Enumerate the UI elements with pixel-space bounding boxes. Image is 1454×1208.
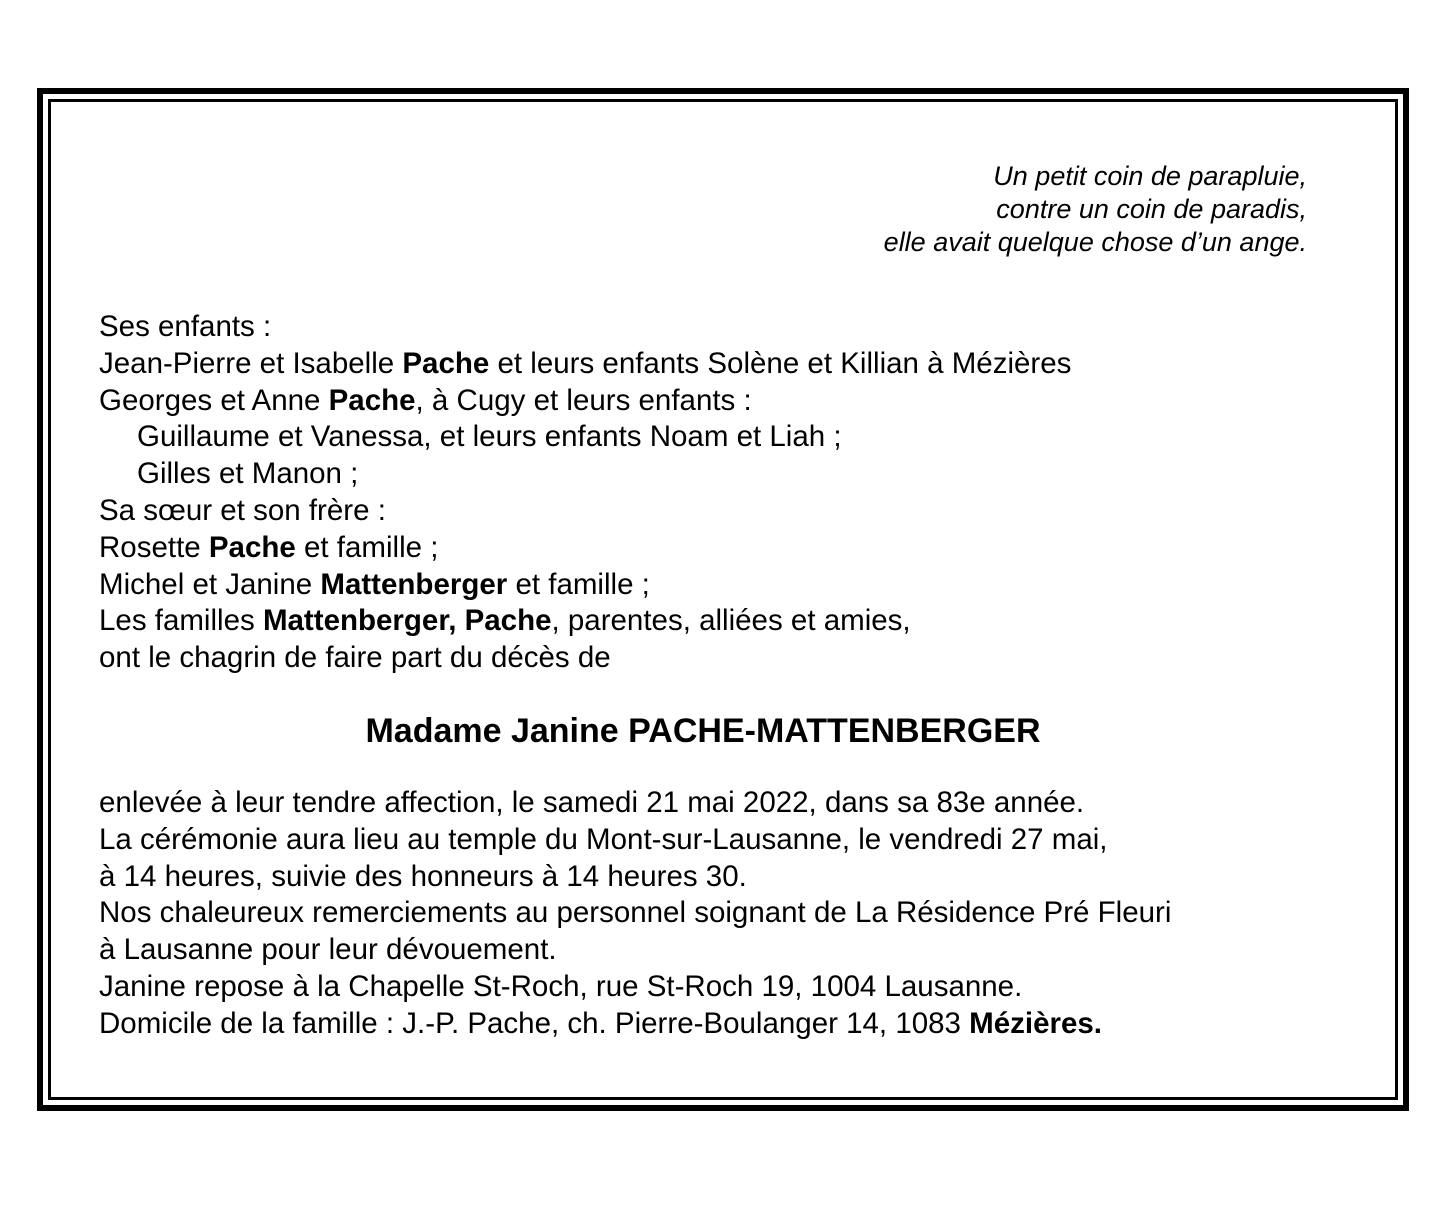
town-name: Mézières. bbox=[969, 1006, 1102, 1040]
surname: Pache bbox=[208, 530, 296, 564]
details-line-3: à 14 heures, suivie des honneurs à 14 heures 30. bbox=[99, 859, 747, 893]
details-line-1: enlevée à leur tendre affection, le samedi 21 mai 2022, dans sa 83e année. bbox=[99, 786, 1085, 819]
details-line-4: Nos chaleureux remerciements au personnel soignant de La Résidence Pré Fleuri bbox=[99, 896, 1172, 930]
surname: Pache bbox=[328, 383, 416, 417]
closing-line: ont le chagrin de faire part du décès de bbox=[99, 641, 611, 675]
grandchild-line-1: Guillaume et Vanessa, et leurs enfants Noam et Liah ; bbox=[137, 420, 842, 454]
family-announcement bbox=[99, 309, 1071, 677]
sibling-line-2: Michel et Janine Mattenberger et famille ; bbox=[99, 567, 650, 601]
details-line-6: Janine repose à la Chapelle St-Roch, rue St-Roch 19, 1004 Lausanne. bbox=[99, 969, 1023, 1003]
details-line-5: à Lausanne pour leur dévouement. bbox=[99, 933, 557, 967]
children-heading: Ses enfants : bbox=[99, 310, 272, 343]
families-line: Les familles Mattenberger, Pache, parentes, alliées et amies, bbox=[99, 604, 911, 638]
poem-line-3: elle avait quelque chose d’un ange. bbox=[883, 227, 1307, 257]
child-line-1: Jean-Pierre et Isabelle Pache et leurs enfants Solène et Killian à Mézières bbox=[99, 346, 1072, 380]
child-line-2: Georges et Anne Pache, à Cugy et leurs enfants : bbox=[99, 383, 752, 417]
details-line-7: Domicile de la famille : J.-P. Pache, ch. Pierre-Boulanger 14, 1083 Mézières. bbox=[99, 1006, 1102, 1040]
siblings-heading: Sa sœur et son frère : bbox=[99, 493, 386, 527]
surname: Mattenberger bbox=[320, 567, 508, 601]
sibling-line-1: Rosette Pache et famille ; bbox=[99, 530, 439, 564]
poem-line-2: contre un coin de paradis, bbox=[996, 194, 1307, 224]
details-line-2: La cérémonie aura lieu au temple du Mont-sur-Lausanne, le vendredi 27 mai, bbox=[99, 822, 1108, 856]
deceased-name: Madame Janine PACHE-MATTENBERGER bbox=[365, 712, 1041, 750]
ceremony-details bbox=[99, 785, 1171, 1043]
epigraph-poem bbox=[884, 160, 1307, 259]
surnames: Mattenberger, Pache bbox=[262, 604, 552, 638]
surname: Pache bbox=[402, 346, 490, 380]
poem-line-1: Un petit coin de parapluie, bbox=[993, 161, 1307, 191]
grandchild-line-2: Gilles et Manon ; bbox=[137, 457, 359, 491]
